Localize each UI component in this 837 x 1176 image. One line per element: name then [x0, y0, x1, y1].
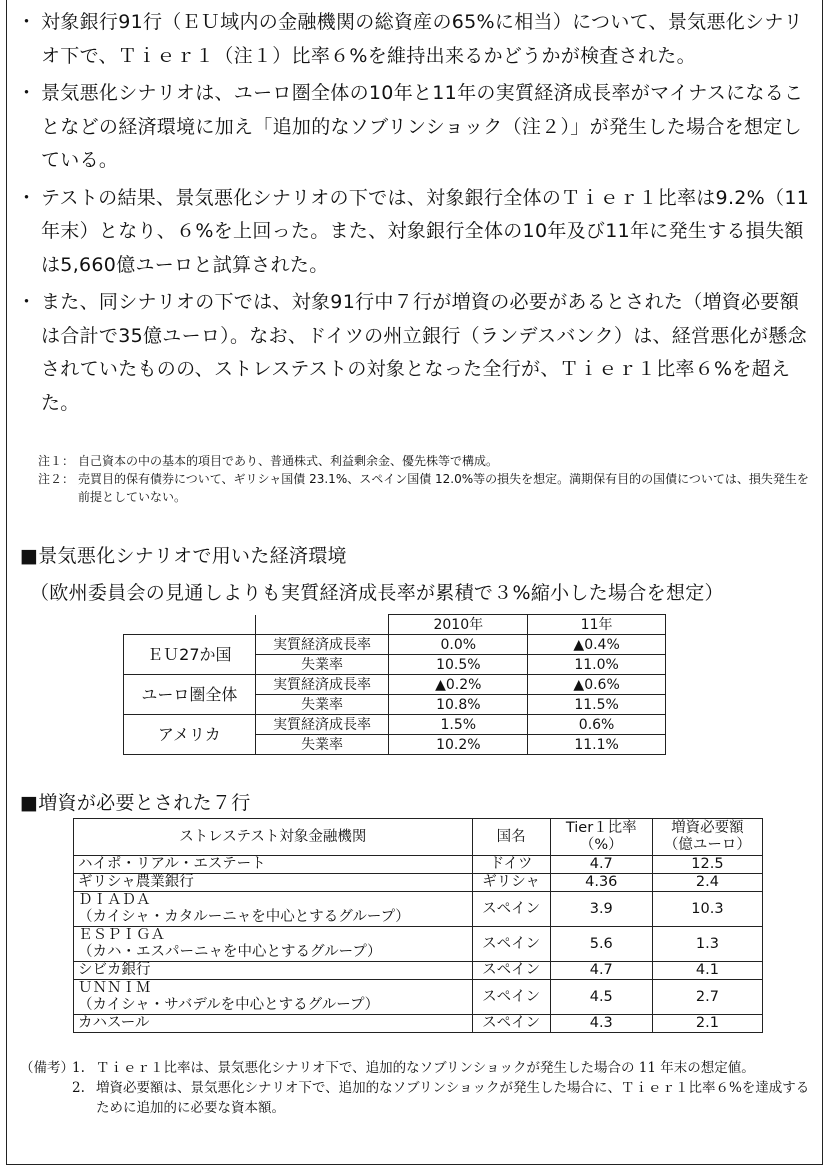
remarks [20, 1058, 820, 1118]
bank-name-main: ＵＮＮＩＭ [78, 980, 151, 996]
bank-country: スペイン [472, 892, 550, 927]
table-header-row [124, 615, 666, 635]
bank-capital: 2.7 [652, 980, 762, 1015]
header-capital [652, 819, 762, 856]
remark-item [20, 1058, 820, 1078]
table-row [74, 856, 763, 874]
table-row [74, 1015, 763, 1033]
bank-name-sub: （カハ・エスパーニャを中心とするグループ） [78, 944, 382, 960]
remark-number: 2. [72, 1080, 85, 1096]
cell-value: 1.5% [389, 715, 528, 735]
table-row [124, 675, 666, 695]
bank-country: ドイツ [472, 856, 550, 874]
bank-capital: 2.1 [652, 1015, 762, 1033]
cell-value: 0.0% [389, 635, 528, 655]
bank-name [74, 892, 473, 927]
region-usa: アメリカ [124, 715, 256, 755]
row-label: 失業率 [255, 695, 389, 715]
bullet-text: テストの結果、景気悪化シナリオの下では、対象銀行全体のＴｉｅｒ１比率は9.2%（11年末）となり、６%を上回った。また、対象銀行全体の10年及び11年に発生する損失額は5,660億ユーロと試算された。 [41, 186, 810, 276]
table-row [74, 874, 763, 892]
bank-tier1: 5.6 [550, 927, 652, 962]
region-eu27: ＥＵ27か国 [124, 635, 256, 675]
bullet-mark: ・ [17, 11, 37, 33]
bullet-text: また、同シナリオの下では、対象91行中７行が増資の必要があるとされた（増資必要額は合計で35億ユーロ）。なお、ドイツの州立銀行（ランデスバンク）は、経営悪化が懸念されていたものの、ストレステストの対象となった全行が、Ｔｉｅｒ１比率６%を超えた。 [41, 291, 807, 414]
bank-name [74, 980, 473, 1015]
footnote-label: 注２： [38, 472, 75, 486]
bank-capital: 2.4 [652, 874, 762, 892]
region-eurozone: ユーロ圏全体 [124, 675, 256, 715]
table-header-row [74, 819, 763, 856]
cell-value: 10.5% [389, 655, 528, 675]
bullet-item [13, 6, 813, 73]
bank-capital: 12.5 [652, 856, 762, 874]
bank-name: ハイポ・リアル・エステート [74, 856, 473, 874]
bank-country: スペイン [472, 980, 550, 1015]
remark-text: 増資必要額は、景気悪化シナリオ下で、追加的なソブリンショックが発生した場合に、Ｔｉｅｒ１比率６%を達成するために追加的に必要な資本額。 [96, 1080, 810, 1116]
remark-item [20, 1078, 820, 1118]
footnote [38, 470, 818, 506]
bank-country: スペイン [472, 962, 550, 980]
bullet-mark: ・ [17, 291, 37, 313]
bullet-item [13, 182, 813, 283]
bank-name: シビカ銀行 [74, 962, 473, 980]
bank-capital: 10.3 [652, 892, 762, 927]
header-country: 国名 [472, 819, 550, 856]
footnote-text: 自己資本の中の基本的項目であり、普通株式、利益剰余金、優先株等で構成。 [78, 454, 499, 468]
bank-tier1: 4.7 [550, 962, 652, 980]
bullet-mark: ・ [17, 82, 37, 104]
table-row [124, 715, 666, 735]
row-label: 実質経済成長率 [255, 715, 389, 735]
bullet-text: 対象銀行91行（ＥＵ域内の金融機関の総資産の65%に相当）について、景気悪化シナリオ下で、Ｔｉｅｒ１（注１）比率６%を維持出来るかどうかが検査された。 [41, 11, 803, 67]
bank-country: ギリシャ [472, 874, 550, 892]
bullet-item [13, 77, 813, 178]
bank-capital: 1.3 [652, 927, 762, 962]
bank-name: カハスール [74, 1015, 473, 1033]
bank-tier1: 4.3 [550, 1015, 652, 1033]
cell-value: 11.0% [528, 655, 666, 675]
bank-name-sub: （カイシャ・カタルーニャを中心とするグループ） [78, 909, 410, 925]
footnote-text: 売買目的保有債券について、ギリシャ国債 23.1%、スペイン国債 12.0%等の損失を想定。満期保有目的の国債については、損失発生を前提としていない。 [78, 472, 809, 504]
header-capital-line2: （億ユーロ） [663, 837, 751, 853]
section-title-economy: ■景気悪化シナリオで用いた経済環境 [20, 545, 347, 567]
cell-value: ▲0.2% [389, 675, 528, 695]
economy-table [123, 614, 666, 755]
header-tier1-line2: （%） [579, 837, 623, 853]
section-subtitle-economy: （欧州委員会の見通しよりも実質経済成長率が累積で３%縮小した場合を想定） [30, 582, 724, 604]
bullet-list [13, 6, 813, 424]
bullet-mark: ・ [17, 186, 37, 209]
header-2011: 11年 [528, 615, 666, 635]
footnotes [38, 452, 818, 506]
row-label: 失業率 [255, 655, 389, 675]
bank-name [74, 927, 473, 962]
cell-value: 10.2% [389, 735, 528, 755]
bullet-text: 景気悪化シナリオは、ユーロ圏全体の10年と11年の実質経済成長率がマイナスになることなどの経済環境に加え「追加的なソブリンショック（注２）」が発生した場合を想定している。 [41, 82, 804, 171]
footnote [38, 452, 818, 470]
row-label: 失業率 [255, 735, 389, 755]
table-row [74, 892, 763, 927]
section-title-banks: ■増資が必要とされた７行 [20, 792, 251, 814]
bank-country: スペイン [472, 1015, 550, 1033]
bank-name-main: ＤＩＡＤＡ [78, 892, 151, 908]
bank-capital: 4.1 [652, 962, 762, 980]
footnote-label: 注１： [38, 454, 75, 468]
remarks-label: （備考） [20, 1060, 74, 1076]
header-2010: 2010年 [389, 615, 528, 635]
cell-value: 11.5% [528, 695, 666, 715]
header-tier1-line1: Tier１比率 [565, 820, 637, 836]
cell-value: 0.6% [528, 715, 666, 735]
bullet-item [13, 286, 813, 420]
bank-name: ギリシャ農業銀行 [74, 874, 473, 892]
cell-value: ▲0.6% [528, 675, 666, 695]
bank-tier1: 4.7 [550, 856, 652, 874]
banks-table [73, 818, 763, 1033]
row-label: 実質経済成長率 [255, 635, 389, 655]
row-label: 実質経済成長率 [255, 675, 389, 695]
cell-value: ▲0.4% [528, 635, 666, 655]
header-capital-line1: 増資必要額 [671, 820, 744, 836]
bank-tier1: 3.9 [550, 892, 652, 927]
table-row [74, 927, 763, 962]
remark-number: 1. [72, 1060, 85, 1076]
cell-value: 11.1% [528, 735, 666, 755]
remark-text: Ｔｉｅｒ１比率は、景気悪化シナリオ下で、追加的なソブリンショックが発生した場合の 11 年末の想定値。 [96, 1060, 755, 1076]
bank-tier1: 4.5 [550, 980, 652, 1015]
table-row [74, 980, 763, 1015]
bank-name-sub: （カイシャ・サバデルを中心とするグループ） [78, 997, 380, 1013]
bank-tier1: 4.36 [550, 874, 652, 892]
table-row [74, 962, 763, 980]
header-tier1 [550, 819, 652, 856]
table-row [124, 635, 666, 655]
bank-country: スペイン [472, 927, 550, 962]
bank-name-main: ＥＳＰＩＧＡ [78, 927, 165, 943]
cell-value: 10.8% [389, 695, 528, 715]
header-institution: ストレステスト対象金融機関 [74, 819, 473, 856]
